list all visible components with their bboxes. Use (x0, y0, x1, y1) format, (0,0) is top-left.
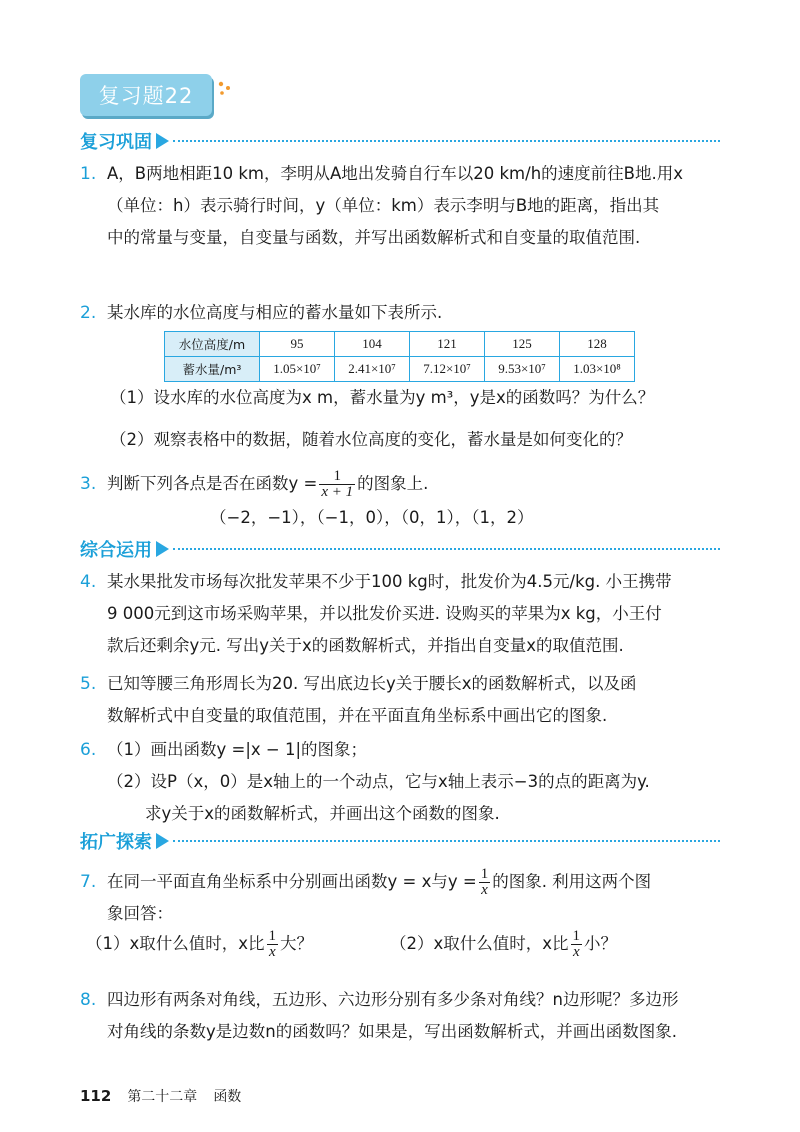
problem-number: 4. (80, 572, 97, 592)
table-header-cell: 水位高度/m (165, 332, 260, 357)
fraction (479, 867, 491, 898)
problem-text: 小？ (584, 934, 618, 953)
problem-text: 判断下列各点是否在函数y = (107, 474, 318, 493)
fraction-numerator: 1 (333, 468, 341, 484)
problem-text-line: 四边形有两条对角线，五边形、六边形分别有多少条对角线？n边形呢？多边形 (107, 990, 679, 1009)
problem-text: 的图象上. (357, 474, 429, 493)
problem-text: 在同一平面直角坐标系中分别画出函数y = x与y = (107, 872, 477, 891)
triangle-arrow-icon (156, 541, 169, 557)
problem-text-line: 9 000元到这市场采购苹果，并以批发价买进. 设购买的苹果为x kg，小王付 (107, 604, 662, 623)
table-cell: 125 (485, 332, 560, 357)
problem-2 (80, 297, 730, 329)
problem-text-line: （1）画出函数y =|x − 1|的图象； (107, 740, 368, 759)
problem-2-sub-2: （2）观察表格中的数据，随着水位高度的变化，蓄水量是如何变化的？ (110, 430, 632, 449)
table-cell: 121 (410, 332, 485, 357)
fraction-denominator: x + 1 (321, 484, 354, 500)
fraction (319, 469, 355, 500)
dotted-divider (173, 548, 720, 550)
problem-text: 大？ (280, 934, 314, 953)
triangle-arrow-icon (156, 133, 169, 149)
problem-number: 1. (80, 164, 97, 184)
fraction-denominator: x (481, 882, 488, 898)
problem-2-sub-1: （1）设水库的水位高度为x m，蓄水量为y m³，y是x的函数吗？为什么？ (110, 388, 655, 407)
triangle-arrow-icon (156, 833, 169, 849)
table-row (165, 357, 635, 382)
problem-7-question-1 (86, 928, 313, 960)
problem-7 (80, 866, 730, 930)
table-cell: 128 (560, 332, 635, 357)
problem-text: （2）x取什么值时，x比 (390, 934, 569, 953)
review-title-badge: 复习题22 (80, 74, 212, 116)
dotted-divider (173, 840, 720, 842)
problem-number: 7. (80, 872, 97, 892)
table-row (165, 332, 635, 357)
table-cell: 104 (335, 332, 410, 357)
page-footer (80, 1086, 241, 1106)
decorative-dots-icon (216, 80, 234, 98)
table-cell: 95 (260, 332, 335, 357)
table-cell: 1.03×10⁸ (560, 357, 635, 382)
problem-text-line: A，B两地相距10 km，李明从A地出发骑自行车以20 km/h的速度前往B地.用x (107, 164, 683, 183)
problem-text-line: 对角线的条数y是边数n的函数吗？如果是，写出函数解析式，并画出函数图象. (107, 1022, 677, 1041)
table-cell: 1.05×10⁷ (260, 357, 335, 382)
problem-text-line: （2）设P（x，0）是x轴上的一个动点，它与x轴上表示−3的点的距离为y. (107, 772, 650, 791)
table-cell: 9.53×10⁷ (485, 357, 560, 382)
problem-text-line: 已知等腰三角形周长为20. 写出底边长y关于腰长x的函数解析式，以及函 (107, 674, 637, 693)
table-cell: 2.41×10⁷ (335, 357, 410, 382)
fraction-numerator: 1 (572, 928, 581, 944)
page-number: 112 (80, 1087, 112, 1105)
section-title: 综合运用 (80, 540, 152, 561)
section-title: 拓广探索 (80, 832, 152, 853)
fraction-numerator: 1 (480, 866, 489, 882)
table-cell: 7.12×10⁷ (410, 357, 485, 382)
problem-4 (80, 566, 730, 662)
problem-6 (80, 734, 730, 830)
problem-text: （1）x取什么值时，x比 (86, 934, 265, 953)
problem-1 (80, 158, 730, 254)
problem-text-line: 数解析式中自变量的取值范围，并在平面直角坐标系中画出它的图象. (107, 706, 608, 725)
section-header-review (80, 130, 720, 152)
problem-text-line: 求y关于x的函数解析式，并画出这个函数的图象. (145, 804, 500, 823)
chapter-label: 第二十二章 (127, 1089, 198, 1105)
problem-text: 的图象. 利用这两个图 (492, 872, 652, 891)
fraction (571, 929, 583, 960)
chapter-title: 函数 (213, 1089, 242, 1105)
problem-7-question-2 (390, 928, 617, 960)
dotted-divider (173, 140, 720, 142)
section-header-apply (80, 538, 720, 560)
table-header-cell: 蓄水量/m³ (165, 357, 260, 382)
fraction-denominator: x (572, 944, 580, 960)
problem-text-line: （单位：h）表示骑行时间，y（单位：km）表示李明与B地的距离，指出其 (107, 196, 660, 215)
problem-number: 5. (80, 674, 97, 694)
fraction-denominator: x (268, 944, 276, 960)
water-level-table (164, 331, 635, 382)
problem-text-line: 象回答： (107, 904, 173, 923)
problem-number: 3. (80, 474, 97, 494)
fraction (267, 929, 279, 960)
problem-text-line: 中的常量与变量，自变量与函数，并写出函数解析式和自变量的取值范围. (107, 228, 641, 247)
problem-3-points: （−2，−1），（−1，0），（0，1），（1，2） (210, 508, 534, 527)
problem-text-line: 某水库的水位高度与相应的蓄水量如下表所示. (107, 303, 443, 322)
fraction-numerator: 1 (268, 928, 277, 944)
problem-number: 8. (80, 990, 97, 1010)
problem-8 (80, 984, 730, 1048)
section-title: 复习巩固 (80, 132, 152, 153)
section-header-explore (80, 830, 720, 852)
problem-number: 6. (80, 740, 97, 760)
problem-text-line: 某水果批发市场每次批发苹果不少于100 kg时，批发价为4.5元/kg. 小王携带 (107, 572, 672, 591)
problem-5 (80, 668, 730, 732)
problem-3 (80, 468, 730, 500)
problem-text-line: 款后还剩余y元. 写出y关于x的函数解析式，并指出自变量x的取值范围. (107, 636, 624, 655)
problem-number: 2. (80, 303, 97, 323)
